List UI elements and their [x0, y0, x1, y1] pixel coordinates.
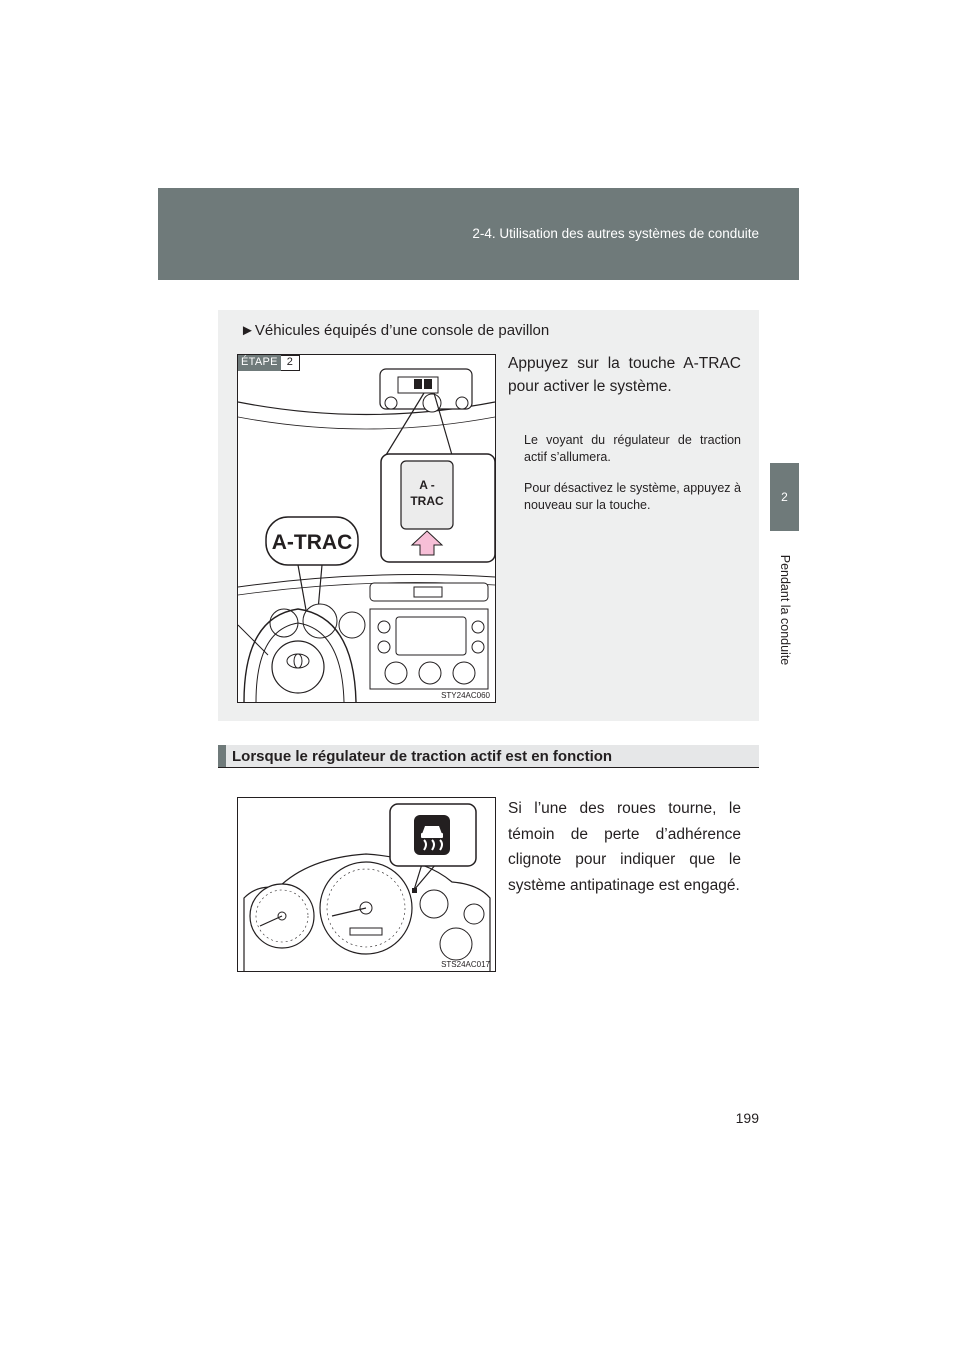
chapter-section-title: 2-4. Utilisation des autres systèmes de conduite — [472, 226, 759, 241]
chapter-side-label — [770, 545, 799, 675]
section-body: Si l’une des roues tourne, le témoin de perte d’adhérence clignote pour indiquer que le système antipatinage est engagé. — [508, 800, 741, 894]
chapter-number: 2 — [781, 490, 788, 504]
step-note-2: Pour désactivez le système, appuyez à nouveau sur la touche. — [524, 481, 741, 512]
section-marker — [218, 745, 226, 767]
figure-code: STY24AC060 — [441, 691, 490, 700]
overhead-console-figure — [237, 354, 496, 703]
box-subheading: ►Véhicules équipés d’une console de pavillon — [240, 322, 550, 339]
callout-label: A-TRAC — [271, 531, 353, 554]
button-label-line1: A - — [419, 478, 435, 492]
chapter-tab — [770, 463, 799, 531]
step-instruction: Appuyez sur la touche A-TRAC pour activer le système. — [508, 355, 741, 395]
instrument-cluster-illustration — [238, 798, 495, 971]
section-heading-bar — [218, 745, 759, 768]
page-number: 199 — [735, 1110, 759, 1126]
step-number: 2 — [281, 355, 300, 371]
page-header — [158, 188, 799, 280]
instrument-cluster-figure — [237, 797, 496, 972]
chapter-label-text: Pendant la conduite — [777, 554, 792, 666]
step-badge — [238, 355, 300, 371]
step-note-1: Le voyant du régulateur de traction actif s’allumera. — [524, 433, 741, 464]
overhead-console-illustration — [238, 355, 495, 702]
figure-code: STS24AC017 — [441, 960, 490, 969]
step-label: ÉTAPE — [238, 355, 281, 371]
section-heading: Lorsque le régulateur de traction actif est en fonction — [232, 748, 613, 765]
button-label-line2: TRAC — [410, 494, 444, 508]
